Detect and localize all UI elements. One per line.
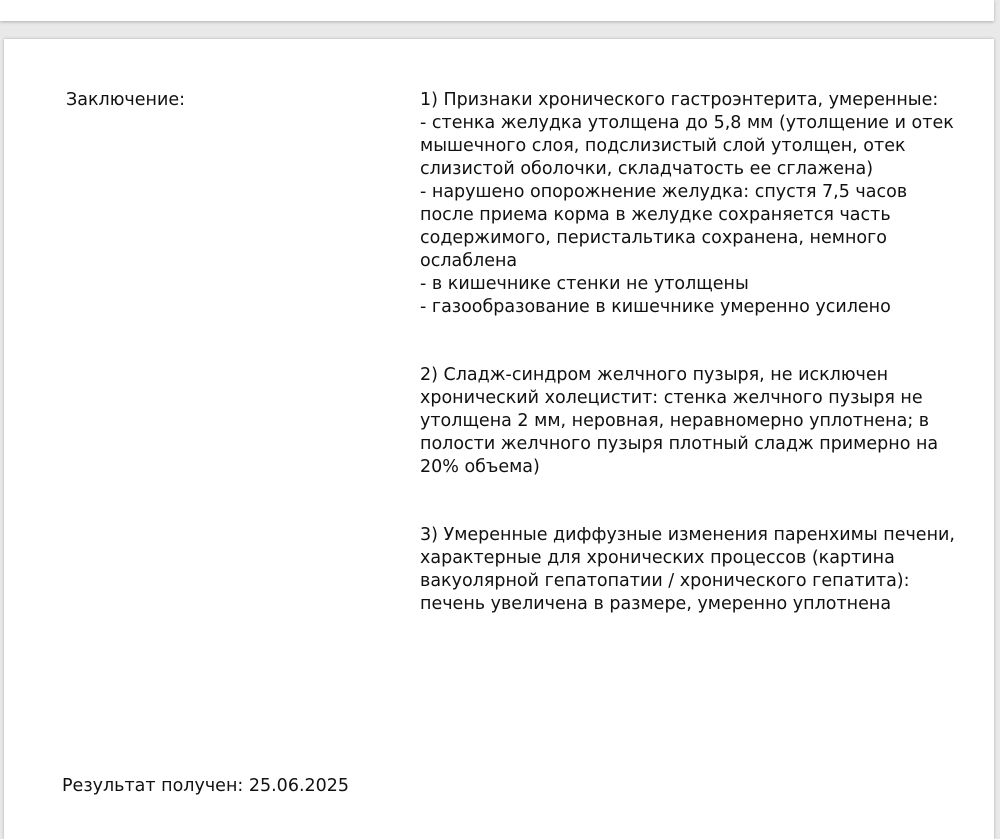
conclusion-label: Заключение: <box>66 90 186 110</box>
conclusion-item-title: 1) Признаки хронического гастроэнтерита, умеренные: <box>420 90 939 110</box>
conclusion-item-2 <box>420 364 960 479</box>
conclusion-item-line: - нарушено опорожнение желудка: спустя 7,5 часов после приема корма в желудке сохраняется часть содержимого, перистальтика сохранена, немного ослаблена <box>420 182 908 271</box>
conclusion-item-line: - газообразование в кишечнике умеренно усилено <box>420 297 891 317</box>
previous-page-edge <box>0 0 994 21</box>
conclusion-item-3 <box>420 524 960 616</box>
conclusion-item-title: 3) Умеренные диффузные изменения паренхимы печени, характерные для хронических процессов (картина вакуолярной гепатопатии / хронического гепатита): печень увеличена в размере, умеренно уплотнена <box>420 525 955 614</box>
result-date: Результат получен: 25.06.2025 <box>62 776 350 796</box>
conclusion-item-line: - в кишечнике стенки не утолщены <box>420 274 749 294</box>
conclusion-item-1 <box>420 89 960 319</box>
conclusion-item-title: 2) Сладж-синдром желчного пузыря, не исключен хронический холецистит: стенка желчного пузыря не утолщена 2 мм, неровная, неравномерно уплотнена; в полости желчного пузыря плотный сладж примерно на 20% объема) <box>420 365 939 477</box>
conclusion-list <box>420 89 960 616</box>
document-page <box>4 39 994 839</box>
conclusion-item-line: - стенка желудка утолщена до 5,8 мм (утолщение и отек мышечного слоя, подслизистый слой утолщен, отек слизистой оболочки, складчатость ее сглажена) <box>420 113 954 179</box>
